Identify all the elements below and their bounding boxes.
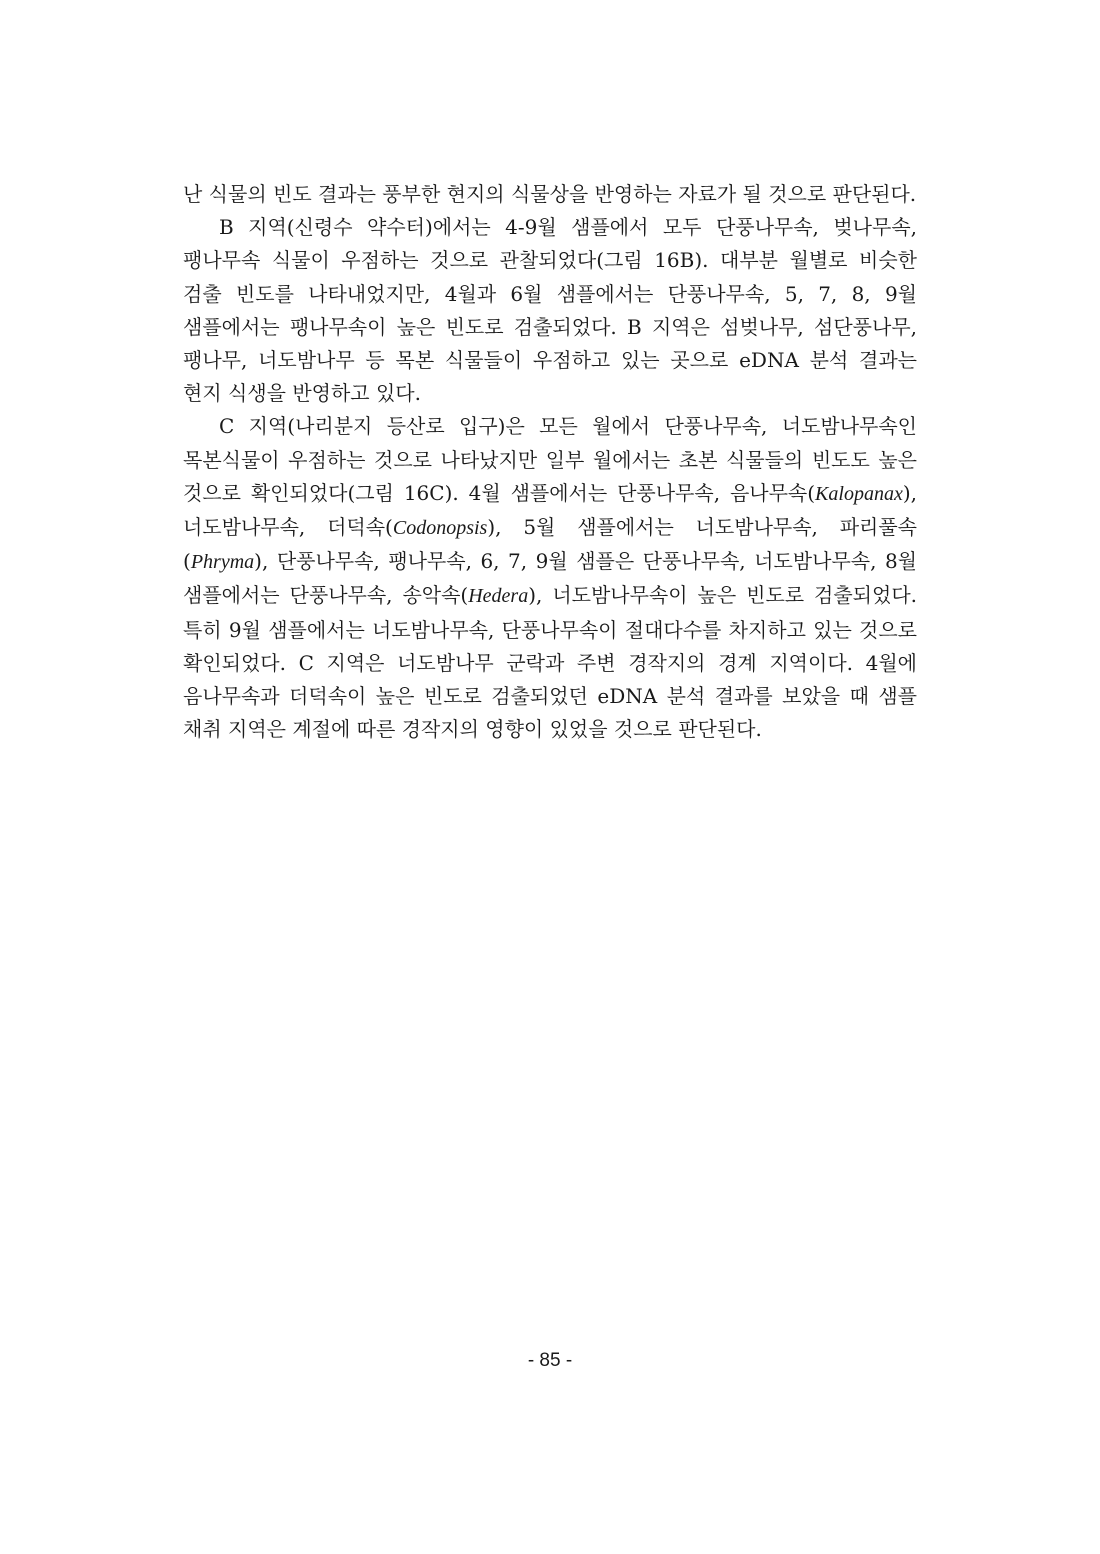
body-text (183, 178, 917, 746)
genus-codonopsis: Codonopsis (392, 517, 488, 540)
paragraph-3-text: C 지역(나리분지 등산로 입구)은 모든 월에서 단풍나무속, 너도밤나무속인 목본식물이 우점하는 것으로 나타났지만 일부 월에서는 초본 식물들의 빈도도 높은 것으로 확인되었다(그림 16C). 4월 샘플에서는 단풍나무속, 음나무속( (183, 414, 917, 505)
page-number: - 85 - (527, 1350, 573, 1371)
paragraph-2 (183, 211, 917, 410)
paragraph-3 (183, 410, 917, 746)
paragraph-3-text: ), 5월 샘플에서는 너도밤나무속, 파리풀속( (183, 515, 917, 574)
paragraph-3-text: ), 너도밤나무속, 더덕속( (183, 480, 917, 540)
paragraph-3-text: ), 너도밤나무속이 높은 빈도로 검출되었다. 특히 9월 샘플에서는 너도밤나무속, 단풍나무속이 절대다수를 차지하고 있는 것으로 확인되었다. C 지역은 너도밤나무 군락과 주변 경작지의 경계 지역이다. 4월에 음나무속과 더덕속이 높은 빈도로 검출되었던 eDNA 분석 결과를 보았을 때 샘플 채취 지역은 계절에 따른 경작지의 영향이 있었을 것으로 판단된다. (183, 583, 917, 742)
paragraph-2-text: B 지역(신령수 약수터)에서는 4-9월 샘플에서 모두 단풍나무속, 벚나무속, 팽나무속 식물이 우점하는 것으로 관찰되었다(그림 16B). 대부분 월별로 비슷한 검출 빈도를 나타내었지만, 4월과 6월 샘플에서는 단풍나무속, 5, 7, 8, 9월 샘플에서는 팽나무속이 높은 빈도로 검출되었다. B 지역은 섬벚나무, 섬단풍나무, 팽나무, 너도밤나무 등 목본 식물들이 우점하고 있는 곳으로 eDNA 분석 결과는 현지 식생을 반영하고 있다. (183, 215, 917, 406)
paragraph-1-text: 난 식물의 빈도 결과는 풍부한 현지의 식물상을 반영하는 자료가 될 것으로 판단된다. (183, 182, 917, 206)
genus-kalopanax: Kalopanax (815, 482, 903, 505)
genus-hedera: Hedera (468, 585, 529, 608)
paragraph-3-text: ), 단풍나무속, 팽나무속, 6, 7, 9월 샘플은 단풍나무속, 너도밤나무속, 8월 샘플에서는 단풍나무속, 송악속( (183, 549, 917, 608)
paragraph-1 (183, 178, 917, 211)
genus-phryma: Phryma (190, 551, 255, 574)
